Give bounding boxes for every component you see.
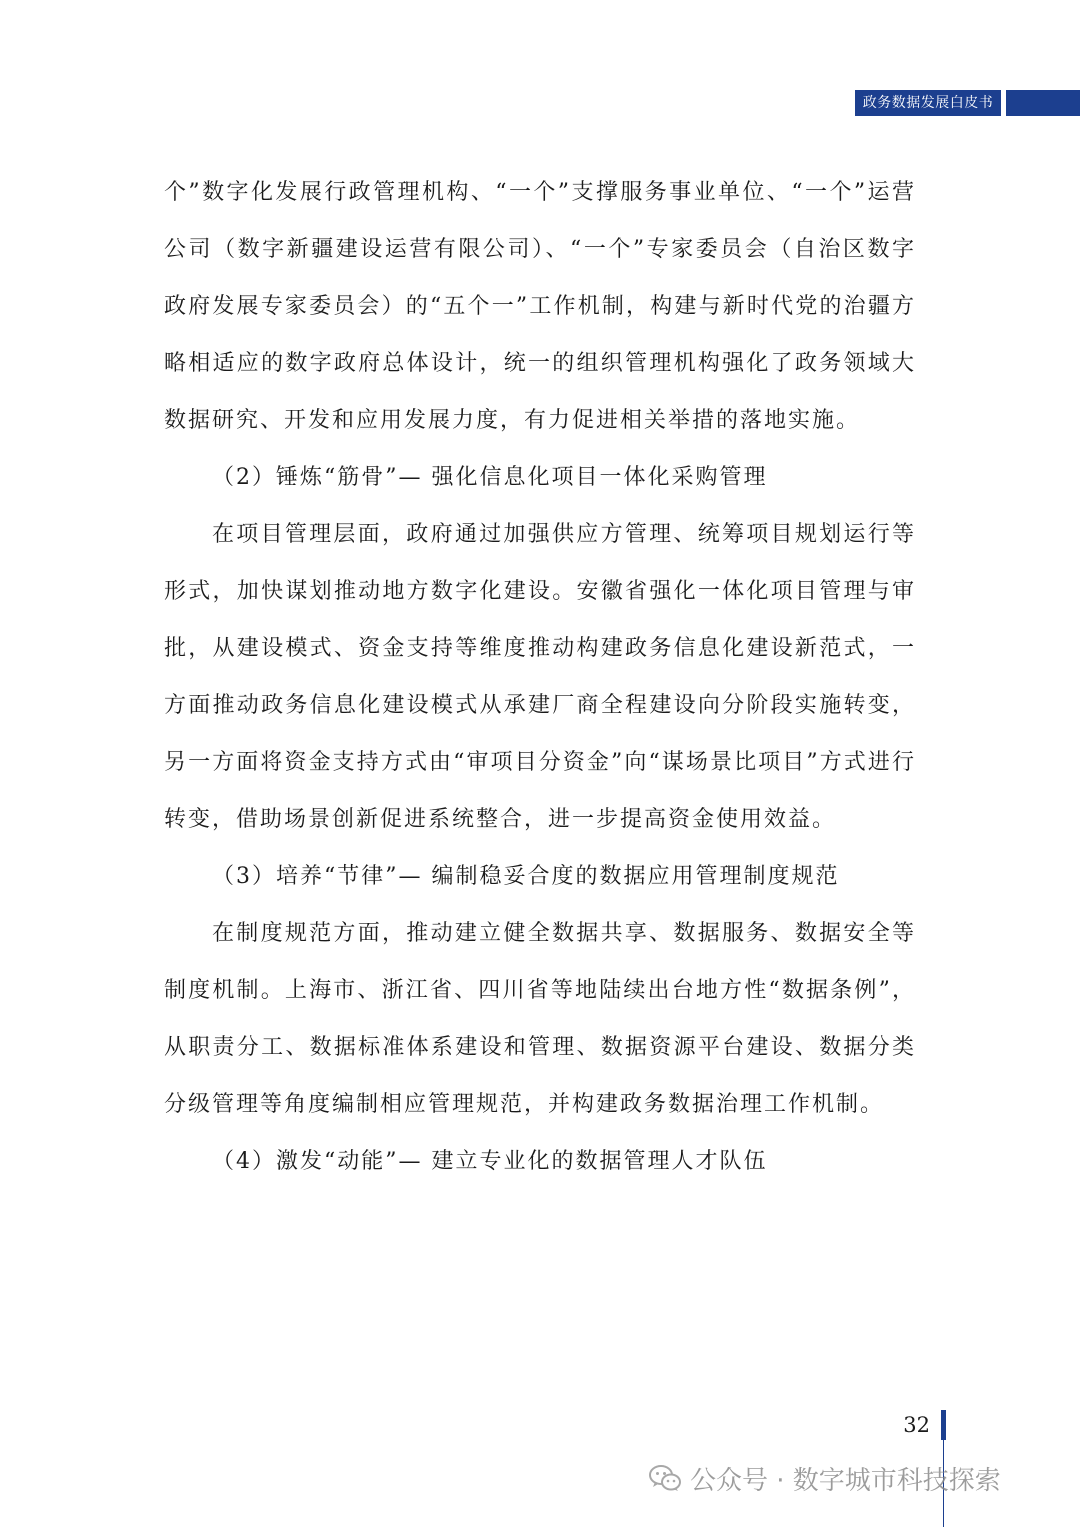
paragraph-project-management: 在项目管理层面，政府通过加强供应方管理、统筹项目规划运行等形式，加快谋划推动地方数字化建设。安徽省强化一体化项目管理与审批，从建设模式、资金支持等维度推动构建政务信息化建设新范式，一方面推动政务信息化建设模式从承建厂商全程建设向分阶段实施转变，另一方面将资金支持方式由“审项目分资金”向“谋场景比项目”方式进行转变，借助场景创新促进系统整合，进一步提高资金使用效益。 [164,522,916,832]
paragraph-continuation: 个”数字化发展行政管理机构、“一个”支撑服务事业单位、“一个”运营公司（数字新疆建设运营有限公司）、“一个”专家委员会（自治区数字政府发展专家委员会）的“五个一”工作机制，构建与新时代党的治疆方略相适应的数字政府总体设计，统一的组织管理机构强化了政务领域大数据研究、开发和应用发展力度，有力促进相关举措的落地实施。 [164,180,916,433]
section-heading-3: （3）培养“节律”— 编制稳妥合度的数据应用管理制度规范 [212,864,840,889]
section-heading-4: （4）激发“动能”— 建立专业化的数据管理人才队伍 [212,1149,768,1174]
section-heading-2: （2）锤炼“筋骨”— 强化信息化项目一体化采购管理 [212,465,768,490]
header-accent-bar [1006,90,1080,116]
wechat-icon [648,1463,682,1493]
page-number: 32 [903,1413,930,1437]
page-number-rule [941,1410,946,1440]
watermark-text: 公众号 · 数字城市科技探索 [690,1465,1001,1496]
header-title: 政务数据发展白皮书 [855,90,1001,116]
paragraph-regulations: 在制度规范方面，推动建立健全数据共享、数据服务、数据安全等制度机制。上海市、浙江省、四川省等地陆续出台地方性“数据条例”，从职责分工、数据标准体系建设和管理、数据资源平台建设、数据分类分级管理等角度编制相应管理规范，并构建政务数据治理工作机制。 [164,921,916,1117]
watermark [648,1458,1001,1498]
body-text [164,164,916,1190]
